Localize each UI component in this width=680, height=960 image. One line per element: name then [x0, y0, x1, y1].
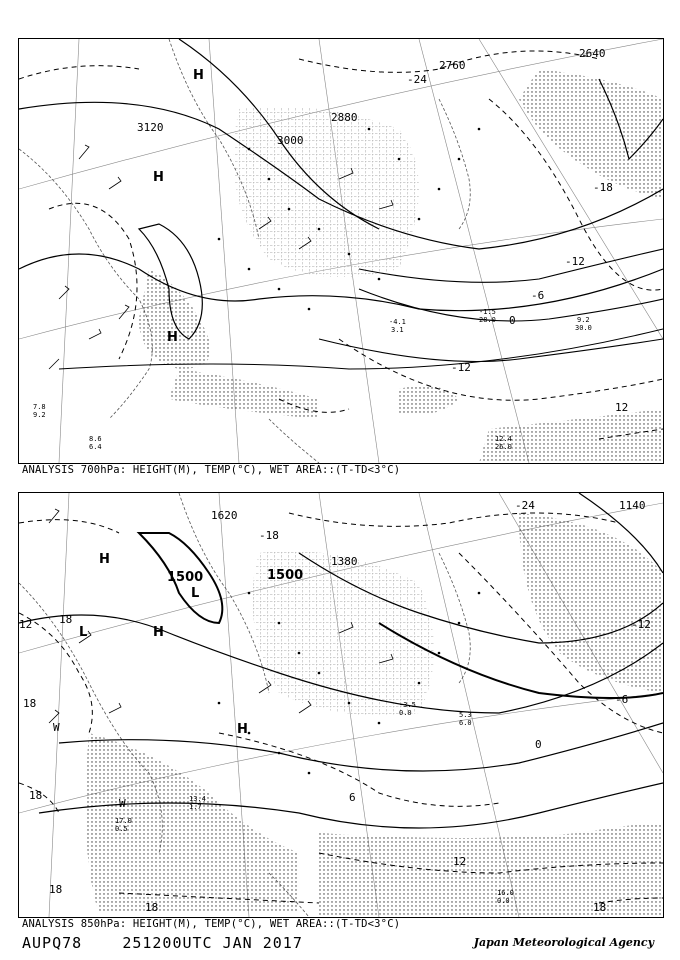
map-850hpa-svg: [19, 493, 663, 917]
station-value: 6.0: [459, 719, 472, 727]
temp-label: 18: [59, 613, 73, 626]
station-value: 9.2: [33, 411, 46, 419]
station-value: 16.0: [497, 889, 514, 897]
high-pressure-center: H: [167, 330, 178, 345]
station-value: -3.5: [399, 701, 416, 709]
station-value: 12.4: [495, 435, 512, 443]
temp-label: 12: [453, 855, 467, 868]
map-panel-850hpa: [18, 492, 664, 918]
station-value: 28.0: [479, 316, 496, 324]
station-value: 13.4: [189, 795, 206, 803]
station-value: 3.1: [391, 326, 404, 334]
station-value: 1.7: [189, 803, 202, 811]
station-value: 8.6: [89, 435, 102, 443]
temp-label: 18: [23, 697, 37, 710]
temp-label: 18: [49, 883, 63, 896]
station-value: 5.3: [459, 711, 472, 719]
height-label: 2640: [579, 47, 606, 60]
product-code: AUPQ78: [22, 934, 83, 952]
station-value: -4.1: [389, 318, 406, 326]
temp-label: -18: [593, 181, 613, 194]
temp-label: 0: [509, 314, 516, 327]
station-value: 0.0: [497, 897, 510, 905]
agency-name: Japan Meteorological Agency: [473, 936, 654, 949]
station-value: 30.0: [575, 324, 592, 332]
chart-code: [22, 934, 303, 952]
height-label: 1140: [619, 499, 646, 512]
temp-label: -24: [515, 499, 535, 512]
temp-label: 6: [349, 791, 356, 804]
station-value: 0.5: [115, 825, 128, 833]
height-label: 1620: [211, 509, 238, 522]
map-panel-700hpa: [18, 38, 664, 464]
high-pressure-center: H: [153, 170, 164, 185]
temp-label: -12: [451, 361, 471, 374]
caption-850hpa: ANALYSIS 850hPa: HEIGHT(M), TEMP(°C), WET AREA::(T-TD<3°C): [22, 918, 401, 930]
temp-label: -24: [407, 73, 427, 86]
station-value: 26.0: [495, 443, 512, 451]
station-value: 9.2: [577, 316, 590, 324]
station-value: 17.0: [115, 817, 132, 825]
temp-label: -12: [631, 618, 651, 631]
low-pressure-center: L: [191, 586, 200, 601]
station-value: 6.4: [89, 443, 102, 451]
warm-center: W: [53, 721, 60, 734]
high-pressure-center: H: [237, 722, 248, 737]
height-label: 3120: [137, 121, 164, 134]
temp-label: -6: [531, 289, 545, 302]
height-label: 2880: [331, 111, 358, 124]
station-value: -1.5: [479, 308, 496, 316]
temp-label: 18: [145, 901, 159, 914]
warm-center: W: [119, 797, 126, 810]
high-pressure-center: H: [193, 68, 204, 83]
height-label: 2760: [439, 59, 466, 72]
high-pressure-center: H: [99, 552, 110, 567]
temp-label: -18: [259, 529, 279, 542]
high-pressure-center: H: [153, 625, 164, 640]
temp-label: 18: [593, 901, 607, 914]
map-700hpa-svg: [19, 39, 663, 463]
temp-label: 12: [19, 618, 33, 631]
station-value: 7.8: [33, 403, 46, 411]
low-pressure-center: L: [79, 625, 88, 640]
height-label: 3000: [277, 134, 304, 147]
valid-time: 251200UTC JAN 2017: [122, 934, 303, 952]
temp-label: 0: [535, 738, 542, 751]
caption-700hpa: ANALYSIS 700hPa: HEIGHT(M), TEMP(°C), WET AREA::(T-TD<3°C): [22, 464, 401, 476]
temp-label: -12: [565, 255, 585, 268]
temp-label: 18: [29, 789, 43, 802]
height-label: 1500: [267, 568, 304, 583]
temp-label: -6: [615, 693, 629, 706]
height-label: 1380: [331, 555, 358, 568]
station-value: 0.0: [399, 709, 412, 717]
temp-label: 12: [615, 401, 629, 414]
height-label: 1500: [167, 570, 204, 585]
